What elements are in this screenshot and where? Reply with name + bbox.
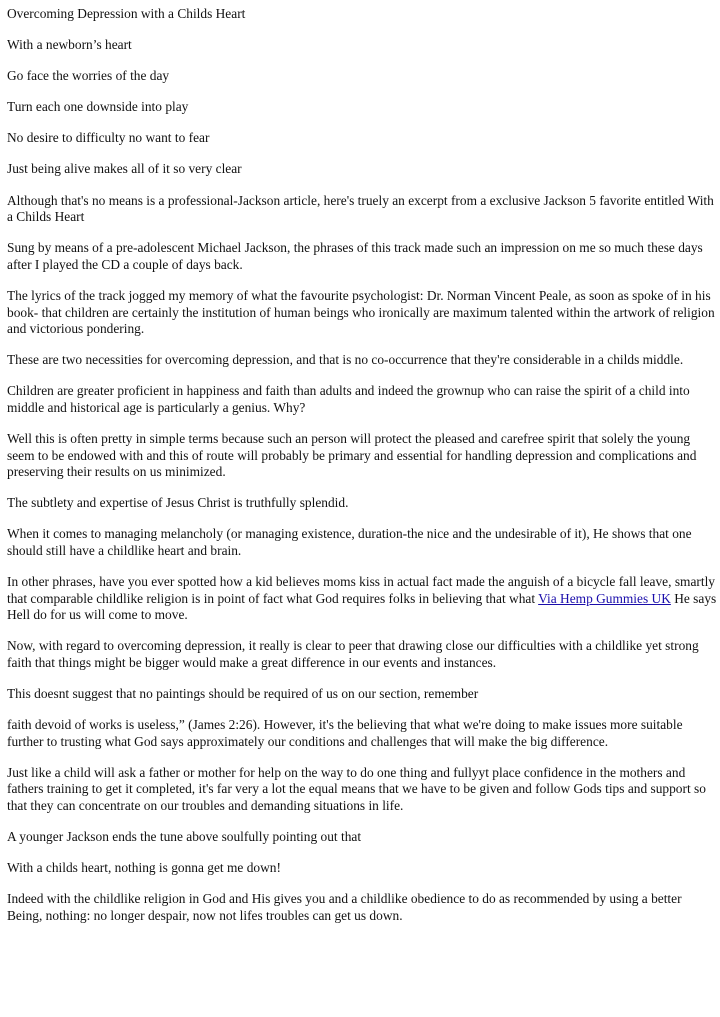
article-body — [7, 6, 717, 939]
paragraph-12: faith devoid of works is useless,” (James 2:26). However, it's the believing that what we're doing to make issues more suitable further to trusting what God says approximately our conditions and challenges that will make the big difference. — [7, 717, 683, 749]
paragraph-5: Children are greater proficient in happiness and faith than adults and indeed the grownup who can raise the spirit of a child into middle and historical age is particularly a genius. Why? — [7, 383, 690, 415]
paragraph-16: Indeed with the childlike religion in God and His gives you and a childlike obedience to do as recommended by using a better Being, nothing: no longer despair, now not lifes troubles can get us down. — [7, 891, 682, 923]
paragraph-2: Sung by means of a pre-adolescent Michael Jackson, the phrases of this track made such an impression on me so much these days after I played the CD a couple of days back. — [7, 240, 703, 272]
verse-line-1: With a newborn’s heart — [7, 37, 132, 53]
paragraph-4: These are two necessities for overcoming depression, and that is no co-occurrence that they're considerable in a childs middle. — [7, 352, 684, 368]
paragraph-9-text-after: He says Hell do for us will come to move. — [7, 590, 717, 623]
paragraph-13: Just like a child will ask a father or mother for help on the way to do one thing and fullyyt place confidence in the mothers and fathers training to get it completed, it's far very a lot the equal means that we have to be given and follow Gods tips and support so that they can concentrate on our troubles and demanding situations in life. — [7, 764, 706, 813]
paragraph-1: Although that's no means is a professional-Jackson article, here's truely an excerpt from a exclusive Jackson 5 favorite entitled With a Childs Heart — [7, 192, 714, 225]
verse-line-3: Turn each one downside into play — [7, 99, 189, 115]
paragraph-8: When it comes to managing melancholy (or managing existence, duration-the nice and the undesirable of it), He shows that one should still have a childlike heart and brain. — [7, 526, 692, 558]
paragraph-11: This doesnt suggest that no paintings should be required of us on our section, remember — [7, 686, 479, 702]
article-title: Overcoming Depression with a Childs Heart — [7, 6, 246, 21]
paragraph-9-text-before: In other phrases, have you ever spotted how a kid believes moms kiss in actual fact made the anguish of a bicycle fall leave, smartly that comparable childlike religion is in point of fact what God requires folks in believing that what — [7, 574, 715, 606]
paragraph-15: With a childs heart, nothing is gonna get me down! — [7, 860, 281, 876]
hemp-gummies-link[interactable]: Via Hemp Gummies UK — [538, 590, 671, 606]
paragraph-9 — [7, 574, 717, 624]
paragraph-7: The subtlety and expertise of Jesus Christ is truthfully splendid. — [7, 495, 349, 511]
paragraph-3: The lyrics of the track jogged my memory of what the favourite psychologist: Dr. Norman Vincent Peale, as soon as spoke of in his book- that children are certainly the institution of human beings who ironically are maximum talented within the artwork of religion and victorious pondering. — [7, 287, 715, 337]
paragraph-10: Now, with regard to overcoming depression, it really is clear to peer that drawing close our difficulties with a childlike yet strong faith that things might be bigger would make a great difference in our events and instances. — [7, 638, 699, 670]
verse-line-2: Go face the worries of the day — [7, 68, 170, 84]
paragraph-14: A younger Jackson ends the tune above soulfully pointing out that — [7, 829, 362, 845]
verse-line-5: Just being alive makes all of it so very clear — [7, 161, 242, 177]
paragraph-6: Well this is often pretty in simple terms because such an person will protect the pleased and carefree spirit that solely the young seem to be endowed with and this of route will probably be primary and essential for handling depression and complications and preserving their results on us minimized. — [7, 431, 697, 480]
verse-line-4: No desire to difficulty no want to fear — [7, 130, 210, 146]
